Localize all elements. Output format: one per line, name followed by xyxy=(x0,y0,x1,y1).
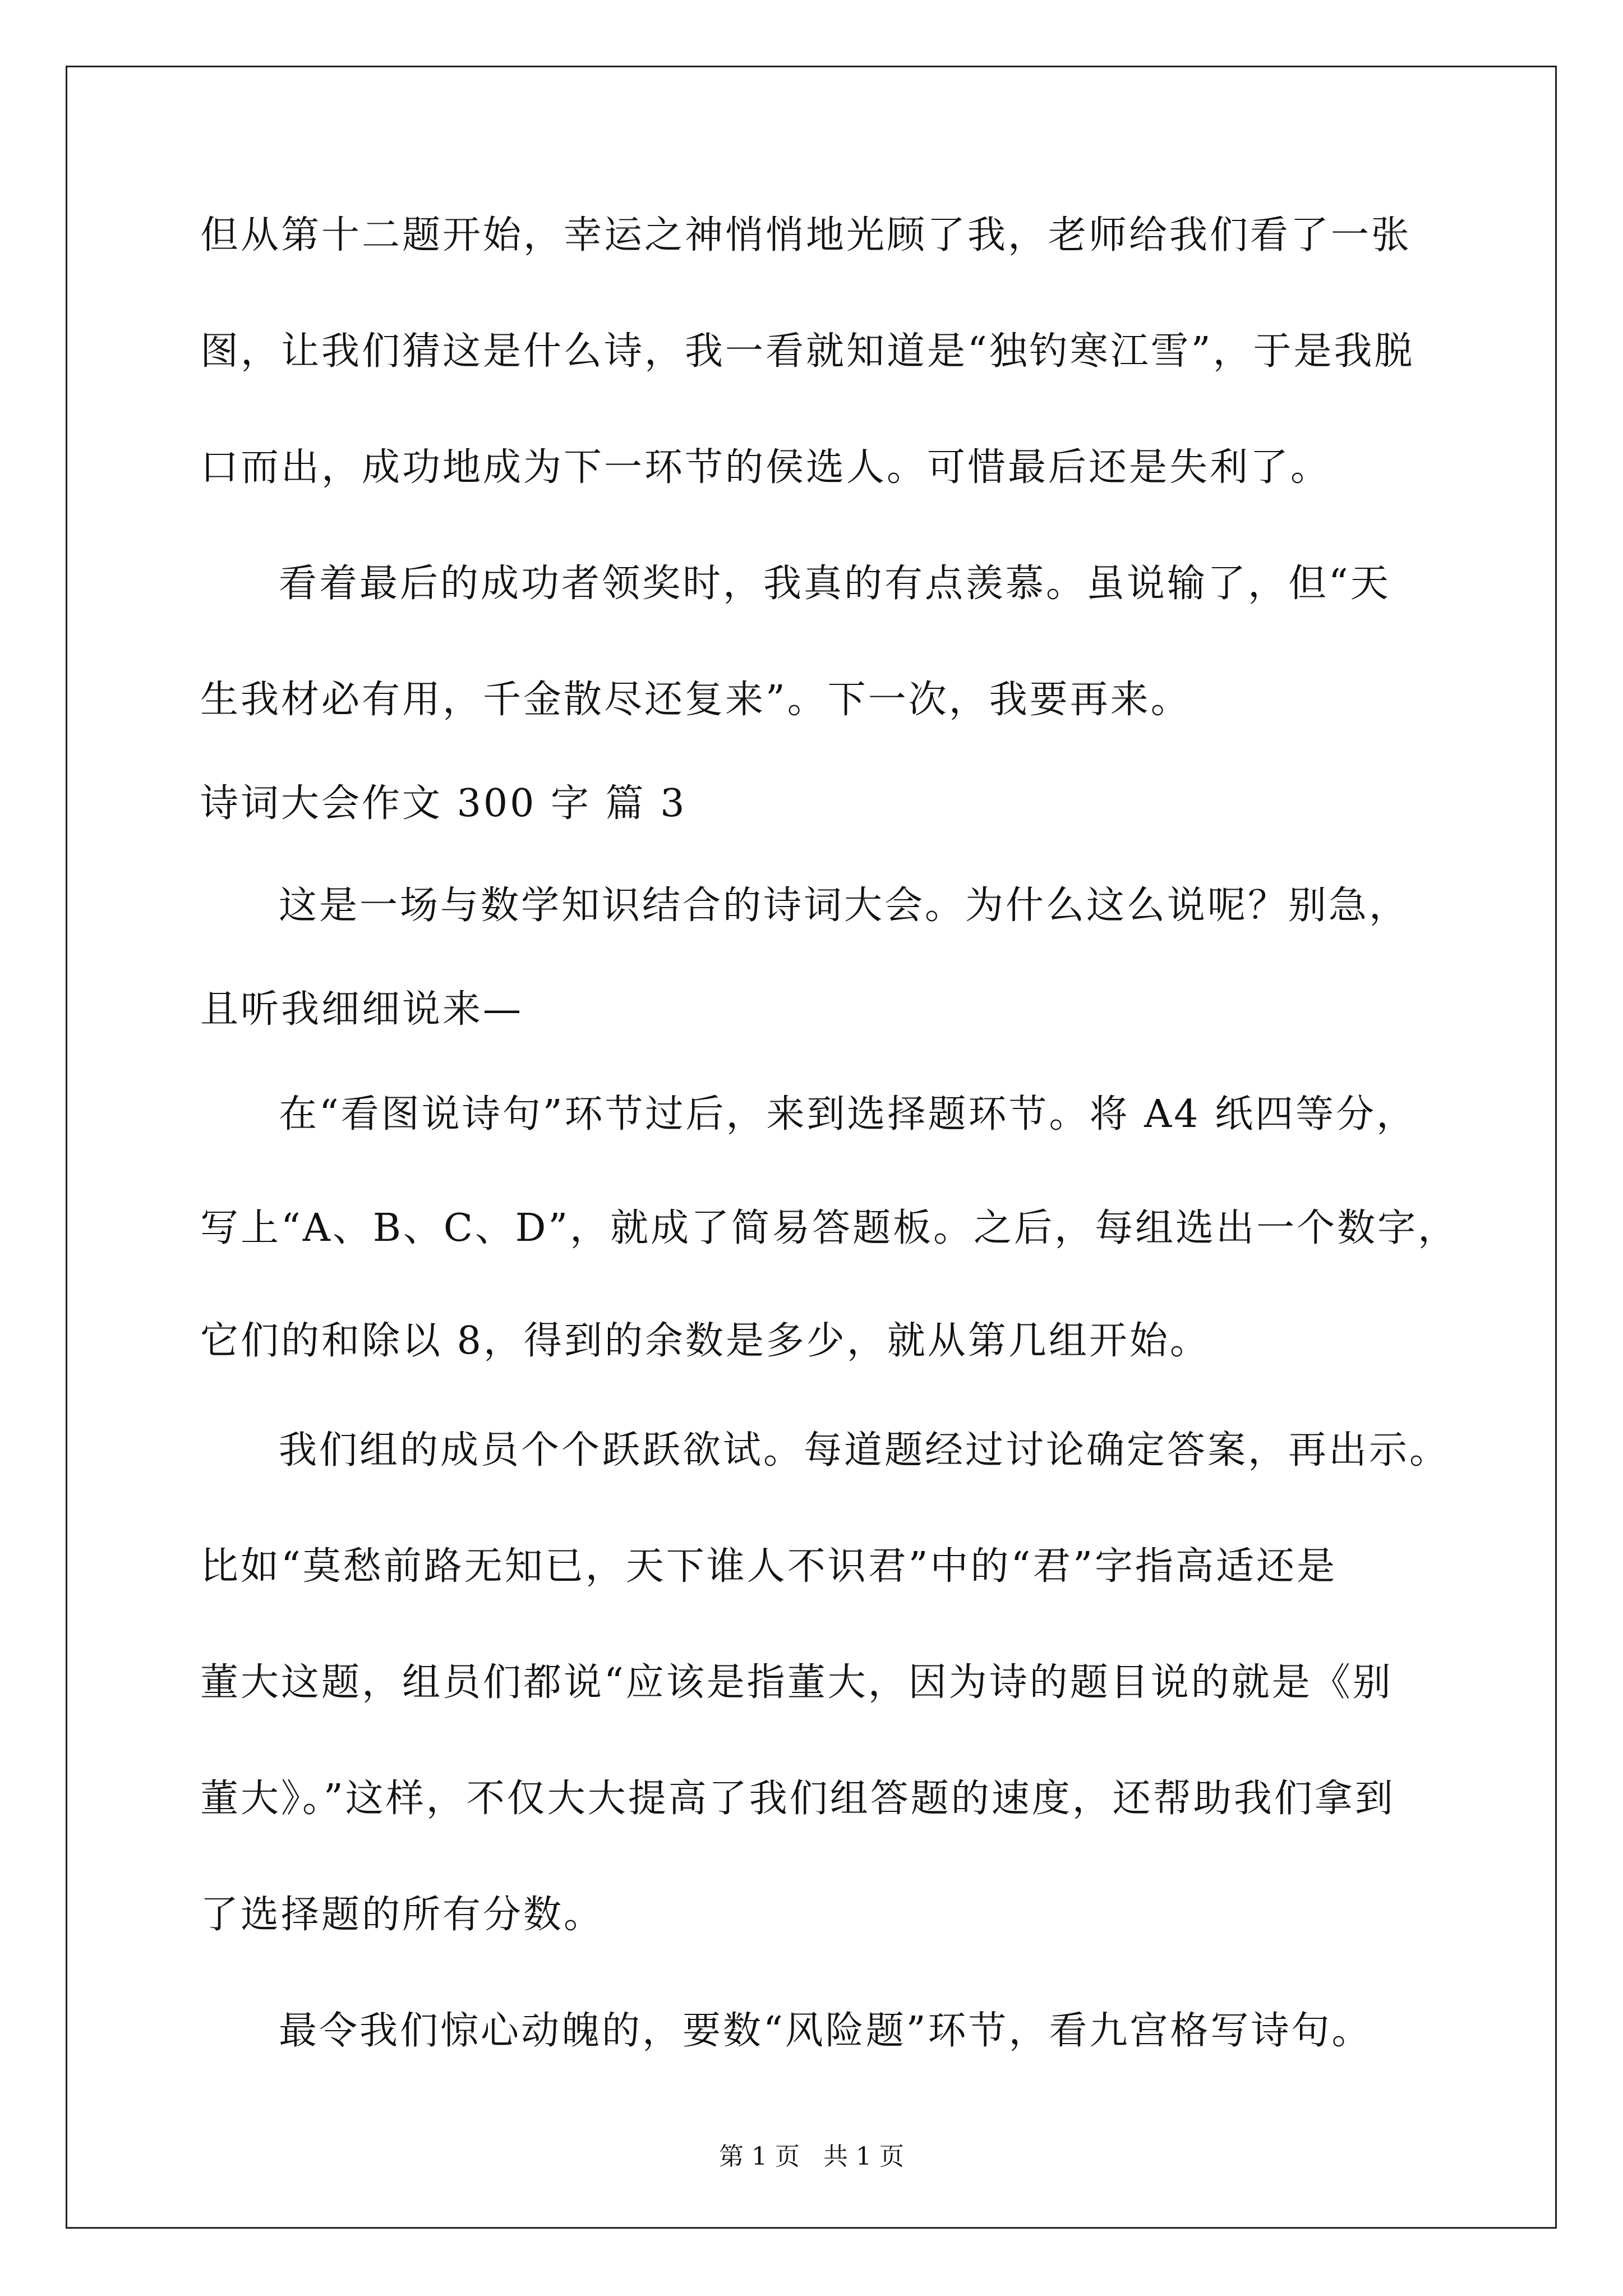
page-number-footer: 第 1 页 共 1 页 xyxy=(719,2142,904,2171)
paragraph-start-line: 这是一场与数学知识结合的诗词大会。为什么这么说呢？别急， xyxy=(279,884,1410,928)
paragraph-start-line: 我们组的成员个个跃跃欲试。每道题经过讨论确定答案，再出示。 xyxy=(279,1428,1450,1473)
text-line: 口而出，成功地成为下一环节的侯选人。可惜最后还是失利了。 xyxy=(200,445,1331,490)
paragraph-start-line: 看着最后的成功者领奖时，我真的有点羡慕。虽说输了，但“天 xyxy=(279,562,1391,606)
paragraph-start-line: 最令我们惊心动魄的，要数“风险题”环节，看九宫格写诗句。 xyxy=(279,2009,1372,2053)
text-line: 董大这题，组员们都说“应该是指董大，因为诗的题目说的就是《别 xyxy=(200,1660,1393,1705)
text-line: 图，让我们猜这是什么诗，我一看就知道是“独钓寒江雪”，于是我脱 xyxy=(200,329,1415,374)
text-line: 比如“莫愁前路无知已，天下谁人不识君”中的“君”字指高适还是 xyxy=(200,1544,1338,1589)
text-line: 写上“A、B、C、D”，就成了简易答题板。之后，每组选出一个数字， xyxy=(200,1206,1459,1250)
text-line: 且听我细细说来— xyxy=(200,987,524,1032)
section-heading: 诗词大会作文 300 字 篇 3 xyxy=(200,781,687,826)
text-line: 它们的和除以 8，得到的余数是多少，就从第几组开始。 xyxy=(200,1319,1210,1363)
text-line: 了选择题的所有分数。 xyxy=(200,1893,605,1937)
text-line: 董大》。”这样，不仅大大提高了我们组答题的速度，还帮助我们拿到 xyxy=(200,1777,1395,1821)
paragraph-start-line: 在“看图说诗句”环节过后，来到选择题环节。将 A4 纸四等分， xyxy=(279,1092,1417,1137)
text-line: 生我材必有用，千金散尽还复来”。下一次，我要再来。 xyxy=(200,678,1191,722)
text-line: 但从第十二题开始，幸运之神悄悄地光顾了我，老师给我们看了一张 xyxy=(200,213,1412,257)
